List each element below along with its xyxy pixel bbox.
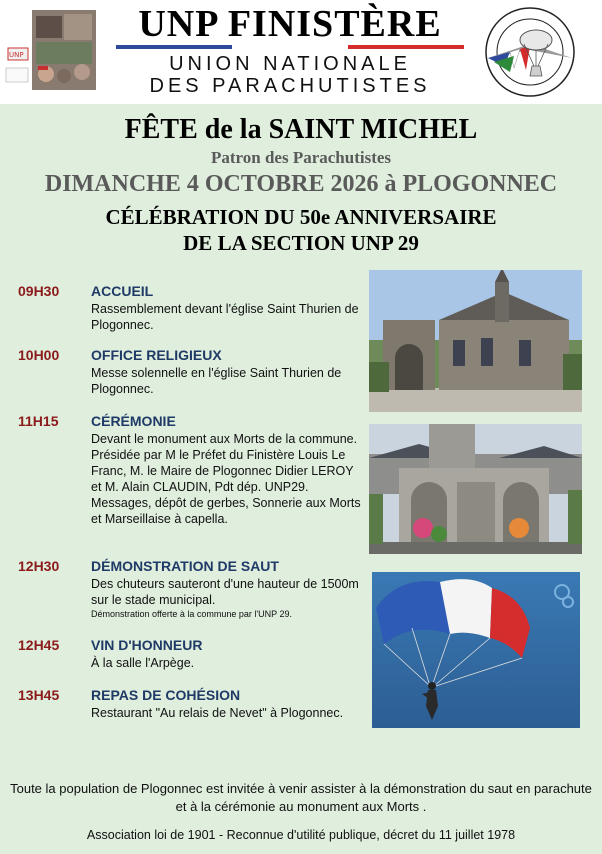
event-title: FÊTE de la SAINT MICHEL [124,114,478,145]
brand-title: UNP FINISTÈRE [138,3,442,45]
event-patron: Patron des Parachutistes [210,148,392,167]
schedule-title: CÉRÉMONIE [91,413,176,429]
schedule-note: Démonstration offerte à la commune par l'UNP 29. [91,609,292,619]
war-memorial-photo [369,424,582,554]
parachutist-photo [372,572,580,728]
header-banner [0,0,602,104]
schedule-time: 13H45 [18,687,60,703]
schedule-time: 09H30 [18,283,60,299]
schedule-time: 11H15 [18,413,59,429]
event-date-place: DIMANCHE 4 OCTOBRE 2026 à PLOGONNEC [44,171,558,197]
schedule-description: À la salle l'Arpège. [91,656,195,670]
schedule-description: Messe solennelle en l'église Saint Thurien de Plogonnec. [91,366,342,396]
event-celebration [0,204,602,256]
tricolor-rule [116,45,464,49]
schedule-time: 12H45 [18,637,60,653]
invitation-text: Toute la population de Plogonnec est invitée à venir assister à la démonstration du saut en parachute et à la cérémonie au monument aux Morts . [10,781,592,814]
schedule-title: DÉMONSTRATION DE SAUT [91,558,279,574]
svg-text:UNP: UNP [9,51,24,59]
schedule-description-text: Des chuteurs sauteront d'une hauteur de 1500m sur le stade municipal. [91,577,359,607]
celebration-line2: DE LA SECTION UNP 29 [183,231,419,255]
brand-subtitle-line2: DES PARACHUTISTES [149,75,431,97]
schedule-title: OFFICE RELIGIEUX [91,347,222,363]
section-collage-logo [2,8,98,94]
schedule-time: 10H00 [18,347,60,363]
schedule-description: Restaurant "Au relais de Nevet" à Plogonnec. [91,706,344,720]
schedule-description: Devant le monument aux Morts de la commune. Présidée par M le Préfet du Finistère Louis Le Franc, M. le Maire de Plogonnec Didier LEROY et M. Alain CLAUDIN, Pdt dép. UNP29. Messages, dépôt de gerbes, Sonnerie aux Morts et Marseillaise à capella. [91,432,361,526]
schedule-title: REPAS DE COHÉSION [91,687,241,703]
association-text: Association loi de 1901 - Reconnue d'utilité publique, décret du 11 juillet 1978 [86,828,516,842]
schedule-description: Rassemblement devant l'église Saint Thurien de Plogonnec. [91,302,359,332]
brand-block [110,4,470,97]
schedule-title: ACCUEIL [91,283,154,299]
schedule-time: 12H30 [18,558,60,574]
church-photo [369,270,582,412]
brand-subtitle-line1: UNION NATIONALE [169,53,411,75]
schedule-description [91,576,363,620]
celebration-line1: CÉLÉBRATION DU 50e ANNIVERSAIRE [105,205,497,229]
schedule-title: VIN D'HONNEUR [91,637,203,653]
unp-emblem-logo [474,6,586,98]
